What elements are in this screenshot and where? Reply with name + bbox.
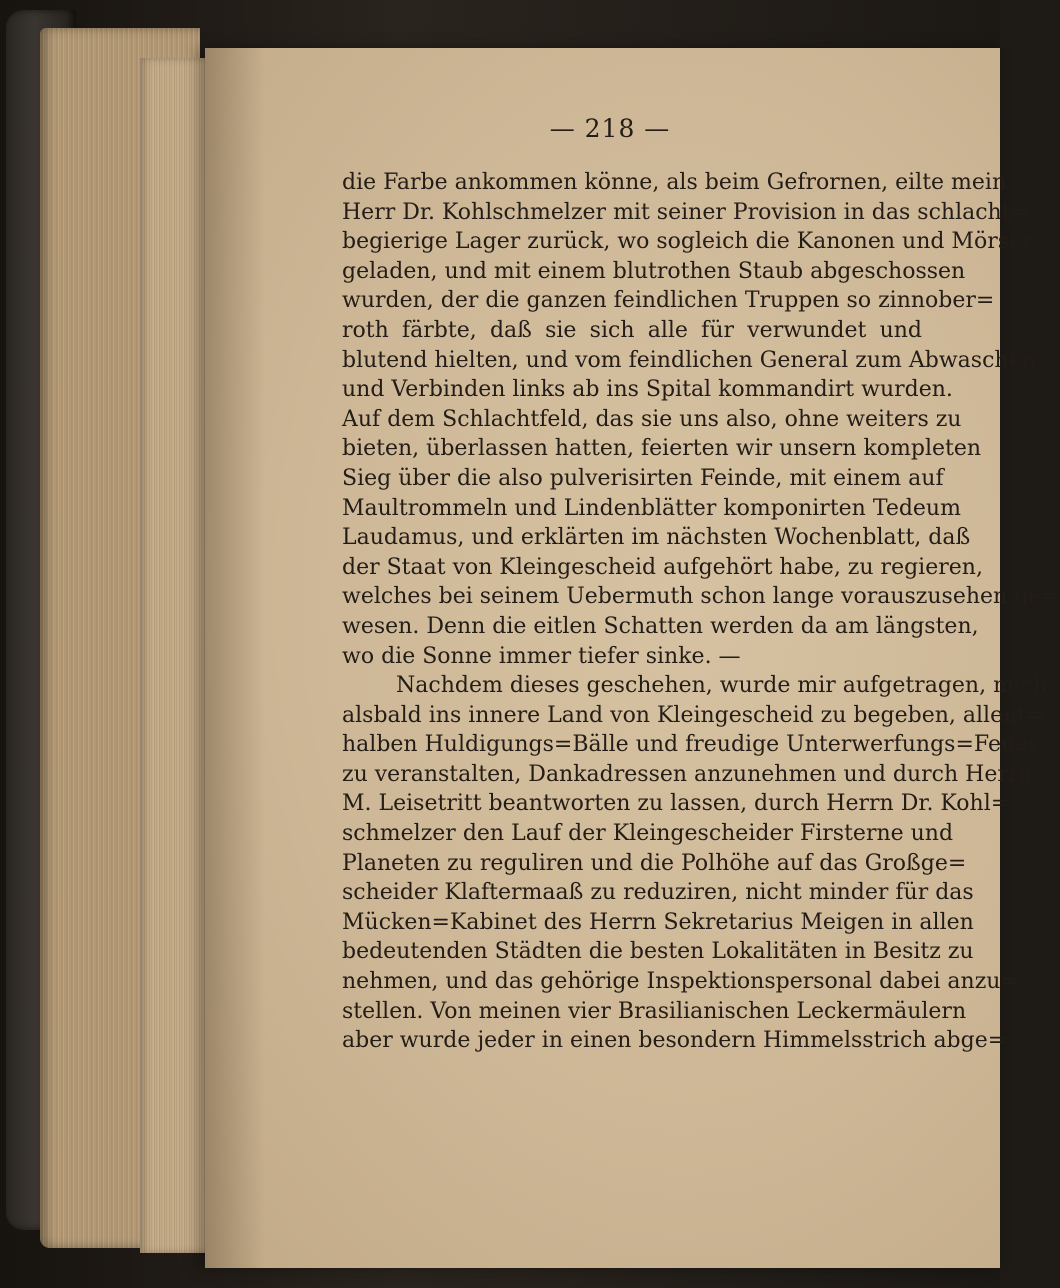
text-line: und Verbinden links ab ins Spital kommandirt wurden. (342, 377, 953, 403)
text-line: halben Huldigungs=Bälle und freudige Unterwerfungs=Feuer (342, 732, 1039, 758)
text-line: blutend hielten, und vom feindlichen General zum Abwaschen (342, 347, 1036, 373)
text-line: nehmen, und das gehörige Inspektionspersonal dabei anzu= (342, 969, 1019, 995)
text-line: wurden, der die ganzen feindlichen Truppen so zinnober= (342, 288, 995, 314)
text-line: zu veranstalten, Dankadressen anzunehmen und durch Herrn (342, 761, 1033, 787)
gutter-shadow (205, 48, 265, 1268)
page-number: — 218 — (549, 114, 671, 143)
text-line: aber wurde jeder in einen besondern Himmelsstrich abge= (342, 1028, 1007, 1054)
text-line: geladen, und mit einem blutrothen Staub abgeschossen (342, 258, 966, 284)
text-line: wesen. Denn die eitlen Schatten werden da am längsten, (342, 613, 979, 639)
book-page (205, 48, 1060, 1268)
text-line: scheider Klaftermaaß zu reduziren, nicht minder für das (342, 880, 974, 906)
text-line: roth färbte, daß sie sich alle für verwundet und (342, 317, 922, 343)
text-line: Auf dem Schlachtfeld, das sie uns also, ohne weiters zu (342, 406, 962, 432)
text-line: schmelzer den Lauf der Kleingescheider Firsterne und (342, 821, 954, 847)
text-line: Nachdem dieses geschehen, wurde mir aufgetragen, mich (396, 673, 1048, 699)
text-line: stellen. Von meinen vier Brasilianischen Leckermäulern (342, 998, 967, 1024)
text-line: alsbald ins innere Land von Kleingescheid zu begeben, allent= (342, 702, 1045, 728)
text-line: bedeutenden Städten die besten Lokalitäten in Besitz zu (342, 939, 974, 965)
body-text (342, 168, 1060, 1056)
text-line: die Farbe ankommen könne, als beim Gefrornen, eilte mein (342, 170, 1007, 195)
text-line: begierige Lager zurück, wo sogleich die Kanonen und Mörser (342, 229, 1033, 255)
text-line: wo die Sonne immer tiefer sinke. — (342, 643, 741, 669)
text-line: bieten, überlassen hatten, feierten wir unsern kompleten (342, 436, 982, 462)
text-line: Laudamus, und erklärten im nächsten Wochenblatt, daß (342, 525, 971, 551)
text-line: Maultrommeln und Lindenblätter komponirten Tedeum (342, 495, 961, 521)
text-line: Planeten zu reguliren und die Polhöhe auf das Großge= (342, 850, 967, 876)
text-line: Mücken=Kabinet des Herrn Sekretarius Meigen in allen (342, 909, 974, 935)
text-line: der Staat von Kleingescheid aufgehört habe, zu regieren, (342, 554, 983, 580)
text-line: M. Leisetritt beantworten zu lassen, durch Herrn Dr. Kohl= (342, 791, 1010, 817)
text-line: Herr Dr. Kohlschmelzer mit seiner Provision in das schlacht= (342, 199, 1029, 225)
text-line: welches bei seinem Uebermuth schon lange vorauszusehen ge= (342, 584, 1060, 610)
text-line: Sieg über die also pulverisirten Feinde, mit einem auf (342, 465, 944, 491)
